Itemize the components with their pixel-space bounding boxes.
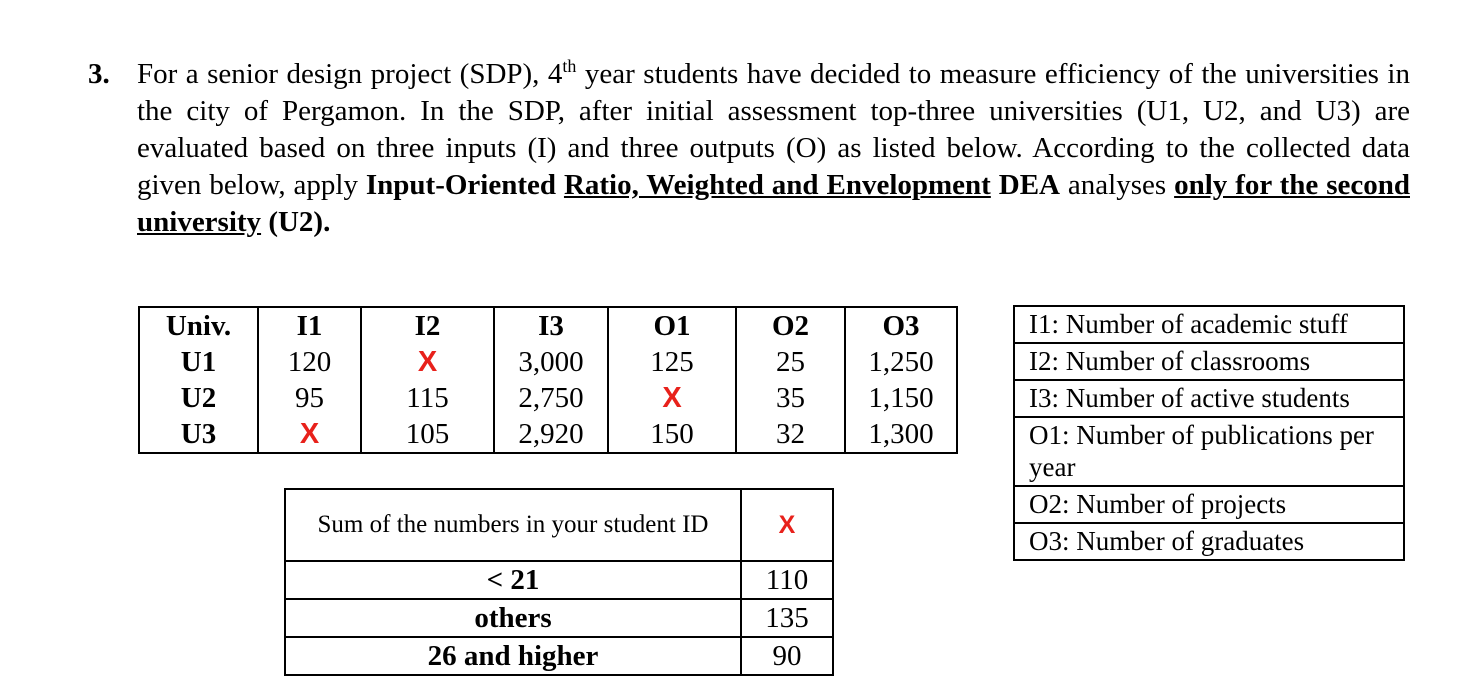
table-row xyxy=(139,344,957,380)
legend-item: O1: Number of publications per year xyxy=(1014,417,1404,486)
table-cell: 3,000 xyxy=(494,344,608,380)
question-text-part: . xyxy=(323,206,331,238)
header-cell: I2 xyxy=(361,307,494,344)
header-cell: I3 xyxy=(494,307,608,344)
table-cell: 32 xyxy=(736,416,845,453)
table-cell: 120 xyxy=(258,344,361,380)
row-label: U3 xyxy=(139,416,258,453)
table-cell: 1,250 xyxy=(845,344,957,380)
question-text-part: analyses xyxy=(1060,169,1175,201)
placeholder-x: X xyxy=(258,416,361,453)
table-row xyxy=(139,380,957,416)
legend-item: I3: Number of active students xyxy=(1014,380,1404,417)
table-cell: 1,150 xyxy=(845,380,957,416)
university-data-table xyxy=(138,306,958,454)
table-cell: 150 xyxy=(608,416,736,453)
table-cell: 2,750 xyxy=(494,380,608,416)
emphasis-u2: (U2) xyxy=(261,206,324,238)
legend-item: O2: Number of projects xyxy=(1014,486,1404,523)
header-cell: O2 xyxy=(736,307,845,344)
problem-statement xyxy=(88,56,1410,241)
table-row xyxy=(139,416,957,453)
table-cell: 35 xyxy=(736,380,845,416)
question-number: 3. xyxy=(88,58,110,90)
variable-legend-table xyxy=(1013,305,1405,561)
question-text xyxy=(137,56,1410,241)
row-label: U2 xyxy=(139,380,258,416)
legend-item: O3: Number of graduates xyxy=(1014,523,1404,560)
table-cell: 105 xyxy=(361,416,494,453)
table-cell: 2,920 xyxy=(494,416,608,453)
table-header-row xyxy=(139,307,957,344)
student-id-sum-label: Sum of the numbers in your student ID xyxy=(285,489,741,561)
ordinal-suffix: th xyxy=(562,56,577,76)
table-row xyxy=(285,637,833,675)
table-cell: 25 xyxy=(736,344,845,380)
emphasis-methods: Ratio, Weighted and Envelopment xyxy=(563,169,991,201)
placeholder-x: X xyxy=(608,380,736,416)
question-text-part xyxy=(991,169,999,201)
spacer xyxy=(556,169,564,201)
table-cell: 95 xyxy=(258,380,361,416)
header-cell: O1 xyxy=(608,307,736,344)
table-cell: 115 xyxy=(361,380,494,416)
id-value: 110 xyxy=(741,561,833,599)
placeholder-x: X xyxy=(741,489,833,561)
student-id-table xyxy=(284,488,834,676)
table-cell: 125 xyxy=(608,344,736,380)
table-row xyxy=(285,561,833,599)
table-cell: 1,300 xyxy=(845,416,957,453)
id-category: < 21 xyxy=(285,561,741,599)
header-cell: O3 xyxy=(845,307,957,344)
emphasis-input-oriented: Input-Oriented xyxy=(365,169,557,201)
id-category: 26 and higher xyxy=(285,637,741,675)
id-category: others xyxy=(285,599,741,637)
emphasis-dea: DEA xyxy=(998,169,1060,201)
question-text-part: year students have decided to measure efficiency of the universities in the city of Pergamon. In the SDP, after initial assessment top-three universities (U1, U2, and U3) are evaluated based on three inputs (I) and three outputs (O) as listed below. According to the collected data given below, apply xyxy=(137,58,1410,201)
placeholder-x: X xyxy=(361,344,494,380)
id-value: 90 xyxy=(741,637,833,675)
header-cell: I1 xyxy=(258,307,361,344)
legend-item: I1: Number of academic stuff xyxy=(1014,306,1404,343)
legend-item: I2: Number of classrooms xyxy=(1014,343,1404,380)
question-text-part: For a senior design project (SDP), 4 xyxy=(137,58,563,90)
emphasis-second-university: only for the second university xyxy=(137,169,1410,238)
id-value: 135 xyxy=(741,599,833,637)
table-row xyxy=(285,599,833,637)
id-table-header-row xyxy=(285,489,833,561)
row-label: U1 xyxy=(139,344,258,380)
header-cell: Univ. xyxy=(139,307,258,344)
